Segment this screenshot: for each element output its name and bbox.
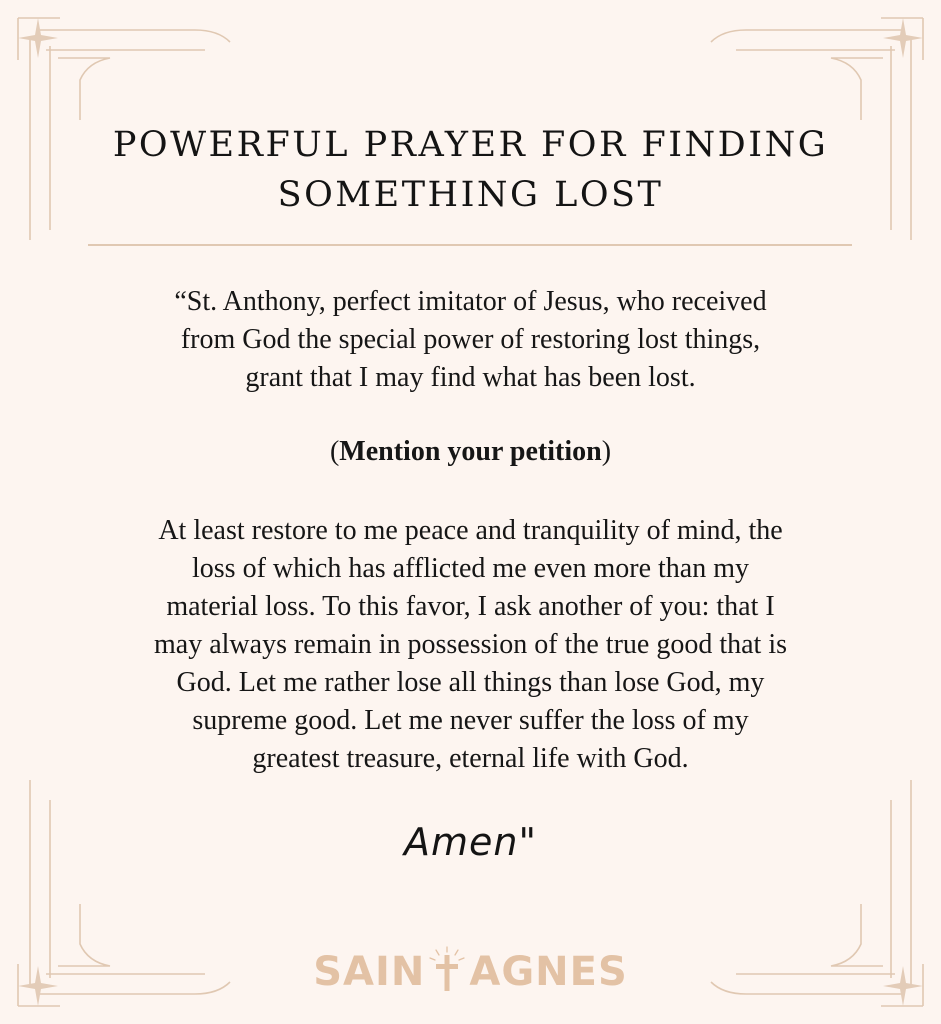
prayer-line: God. Let me rather lose all things than lose God, my (176, 667, 765, 698)
prayer-line: supreme good. Let me never suffer the loss of my (192, 705, 749, 736)
prayer-line: may always remain in possession of the true good that is (154, 629, 787, 660)
prayer-paragraph-2 (70, 512, 871, 778)
prayer-line: greatest treasure, eternal life with God. (252, 743, 689, 774)
prayer-line: material loss. To this favor, I ask another of you: that I (166, 591, 775, 622)
petition-close-paren: ) (601, 436, 612, 467)
prayer-line: from God the special power of restoring lost things, (180, 324, 761, 355)
site-logo (0, 945, 941, 997)
prayer-line: grant that I may find what has been lost. (245, 362, 696, 393)
logo-text-left: SAIN (313, 949, 426, 995)
prayer-paragraph-1 (70, 283, 871, 397)
cross-icon (427, 945, 467, 993)
prayer-line: loss of which has afflicted me even more than my (192, 553, 749, 584)
title-line-1: POWERFUL PRAYER FOR FINDING (112, 125, 829, 165)
prayer-line: At least restore to me peace and tranquility of mind, the (158, 515, 783, 546)
logo-text-right: AGNES (469, 949, 628, 995)
page-title (60, 120, 881, 220)
petition-text: Mention your petition (339, 436, 602, 467)
title-divider (88, 244, 852, 246)
sparkle-icon (18, 18, 58, 58)
petition-open-paren: ( (329, 436, 340, 467)
amen-closing: Amen" (404, 820, 537, 864)
petition-instruction (70, 433, 871, 471)
prayer-line: “St. Anthony, perfect imitator of Jesus, who received (174, 286, 767, 317)
title-line-2: SOMETHING LOST (277, 175, 664, 215)
sparkle-icon (883, 18, 923, 58)
